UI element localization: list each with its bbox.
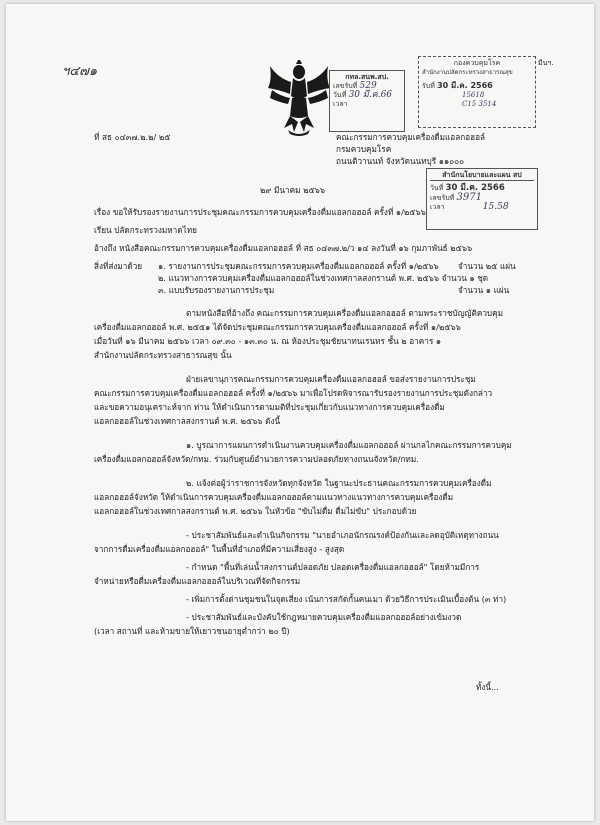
attachment-qty-3: จำนวน ๑ แผ่น	[458, 285, 510, 295]
stamp-rb-time-label: เวลา	[430, 203, 445, 211]
stamp-rb-date: 30 มี.ค. 2566	[445, 183, 505, 193]
document-page	[6, 4, 594, 821]
stamp-rb-receive-no: 3971	[456, 192, 482, 203]
paragraph-1-line: ตามหนังสือที่อ้างถึง คณะกรรมการควบคุมเครื่องดื่มแอลกอฮอล์ ตามพระราชบัญญัติควบคุม	[186, 308, 503, 318]
document-number: ที่ สธ ๐๔๓๗.๒.๒/ ๒๕	[94, 132, 171, 142]
garuda-emblem-icon	[264, 60, 334, 138]
receiving-stamp-right-top	[418, 56, 536, 128]
stamp-receive-no: 529	[359, 81, 377, 91]
continued-marker: ทั้งนี้...	[476, 682, 499, 692]
bullet-line: จากการดื่มเครื่องดื่มแอลกอฮอล์" ในพื้นที่อำเภอที่มีความเสี่ยงสูง - สูงสุด	[94, 544, 345, 554]
paragraph-2-line: และขอความอนุเคราะห์จาก ท่าน ให้ดำเนินการตามมติที่ประชุมเกี่ยวกับแนวทางการควบคุมเครื่องดื่ม	[94, 402, 445, 412]
attachment-qty-1: จำนวน ๒๕ แผ่น	[458, 261, 516, 271]
attachments-label: สิ่งที่ส่งมาด้วย	[94, 261, 143, 271]
paragraph-2-line: คณะกรรมการควบคุมเครื่องดื่มแอลกอฮอล์ ครั้งที่ ๑/๒๕๖๖ มาเพื่อโปรดพิจารณารับรองรายงานการประชุมดังกล่าว	[94, 388, 493, 398]
bullet-line: จำหน่ายหรือดื่มเครื่องดื่มแอลกอฮอล์ในบริเวณที่จัดกิจกรรม	[94, 576, 301, 586]
item-1-line: ๑. บูรณาการแผนการดำเนินงานควบคุมเครื่องดื่มแอลกอฮอล์ ผ่านกลไกคณะกรรมการควบคุม	[186, 440, 512, 450]
paragraph-1-line: เครื่องดื่มแอลกอฮอล์ พ.ศ. ๒๕๕๑ ได้จัดประชุมคณะกรรมการควบคุมเครื่องดื่มแอลกอฮอล์ ครั้งที่ ๑/๒๕๖๖	[94, 322, 461, 332]
stamp-date: 30 มี.ค.66	[348, 90, 393, 100]
document-date: ๒๙ มีนาคม ๒๕๖๖	[260, 185, 326, 195]
bullet-line: - ประชาสัมพันธ์และบังคับใช้กฎหมายควบคุมเครื่องดื่มแอลกอฮอล์อย่างเข้มงวด	[186, 612, 462, 622]
receiving-stamp-right-bottom	[426, 168, 538, 230]
item-2-line: แอลกอฮอล์จังหวัด ให้ดำเนินการควบคุมเครื่องดื่มแอลกอฮอล์ตามแนวทางแนวทางการควบคุมเครื่องดื่ม	[94, 492, 454, 502]
stamp-rt-line2: สำนักงานปลัดกระทรวงสาธารณสุข	[422, 69, 513, 76]
attachment-item-2: ๒. แนวทางการควบคุมเครื่องดื่มแอลกอฮอล์ในช่วงเทศกาลสงกรานต์ พ.ศ. ๒๕๖๖ จำนวน ๑ ชุด	[158, 273, 489, 283]
item-1-line: เครื่องดื่มแอลกอฮอล์จังหวัด/กทม. ร่วมกับศูนย์อำนวยการความปลอดภัยทางถนนจังหวัด/กทม.	[94, 454, 419, 464]
attachment-item-3: ๓. แบบรับรองรายงานการประชุม	[158, 285, 275, 295]
stamp-rb-time: 15.58	[482, 202, 509, 212]
item-2-line: ๒. แจ้งต่อผู้ว่าราชการจังหวัดทุกจังหวัด ในฐานะประธานคณะกรรมการควบคุมเครื่องดื่ม	[186, 478, 492, 488]
corner-handwriting: ฯ๔๗๑	[62, 64, 98, 79]
item-2-line: แอลกอฮอล์ในช่วงเทศกาลสงกรานต์ พ.ศ. ๒๕๖๖ ในหัวข้อ "ขับไม่ดื่ม ดื่มไม่ขับ" ประกอบด้วย	[94, 506, 417, 516]
attachment-item-1: ๑. รายงานการประชุมคณะกรรมการควบคุมเครื่องดื่มแอลกอฮอล์ ครั้งที่ ๑/๒๕๖๖	[158, 261, 439, 271]
paragraph-2-line: แอลกอฮอล์ในช่วงเทศกาลสงกรานต์ พ.ศ. ๒๕๖๖ ดังนี้	[94, 416, 281, 426]
sender-line-3: ถนนติวานนท์ จังหวัดนนทบุรี ๑๑๐๐๐	[336, 156, 465, 166]
stamp-org: กทล.สนพ.สป.	[345, 73, 389, 81]
stamp-rb-receive-label: เลขรับที่	[430, 194, 455, 202]
bullet-line: - เพิ่มการตั้งด่านชุมชนในจุดเสี่ยง เน้นการสกัดกั้นคนเมา ด้วยวิธีการประเมินเบื้องต้น (๓ ท่า)	[186, 594, 507, 604]
bullet-line: - กำหนด "พื้นที่เล่นน้ำสงกรานต์ปลอดภัย ปลอดเครื่องดื่มแอลกอฮอล์" โดยห้ามมีการ	[186, 562, 480, 572]
paragraph-1-line: เมื่อวันที่ ๑๖ มีนาคม ๒๕๖๖ เวลา ๐๙.๓๐ - ๑๓.๓๐ น. ณ ห้องประชุมชัยนาทนเรนทร ชั้น ๒ อาคาร ๑	[94, 336, 442, 346]
stamp-rt-date: 30 มี.ค. 2566	[437, 81, 493, 90]
stamp-rt-num1: 15618	[462, 91, 485, 99]
stamp-rb-date-label: วันที่	[430, 184, 444, 192]
stamp-rt-mark: มีนฯ.	[538, 59, 554, 67]
stamp-rt-date-label: รับที่	[422, 82, 435, 90]
reference-line: อ้างถึง หนังสือคณะกรรมการควบคุมเครื่องดื่มแอลกอฮอล์ ที่ สธ ๐๔๓๗.๒/ว ๑๔ ลงวันที่ ๑๖ กุมภาพันธ์ ๒๕๖๖	[94, 243, 473, 253]
stamp-time-label: เวลา	[333, 100, 348, 108]
bullet-line: - ประชาสัมพันธ์และดำเนินกิจกรรม "นายอำเภอนักรณรงค์ป้องกันและลดอุบัติเหตุทางถนน	[186, 530, 499, 540]
paragraph-2-line: ฝ่ายเลขานุการคณะกรรมการควบคุมเครื่องดื่มแอลกอฮอล์ ขอส่งรายงานการประชุม	[186, 374, 476, 384]
stamp-rt-num2: C15 3514	[462, 100, 497, 108]
bullet-line: (เวลา สถานที่ และห้ามขายให้เยาวชนอายุต่ำกว่า ๒๐ ปี)	[94, 626, 290, 636]
stamp-rb-header: สำนักนโยบายและแผน สป	[430, 171, 534, 181]
paragraph-1-line: สำนักงานปลัดกระทรวงสาธารณสุข นั้น	[94, 350, 232, 360]
stamp-rt-line1: กองควบคุมโรค	[453, 59, 501, 67]
receiving-stamp-left	[329, 70, 405, 132]
subject-line: เรื่อง ขอให้รับรองรายงานการประชุมคณะกรรมการควบคุมเครื่องดื่มแอลกอฮอล์ ครั้งที่ ๑/๒๕๖๖	[94, 207, 426, 217]
sender-line-1: คณะกรรมการควบคุมเครื่องดื่มแอลกอฮอล์	[336, 132, 486, 142]
stamp-date-label: วันที่	[333, 91, 347, 99]
stamp-receive-label: เลขรับที่	[333, 82, 358, 90]
sender-line-2: กรมควบคุมโรค	[336, 144, 392, 154]
recipient-line: เรียน ปลัดกระทรวงมหาดไทย	[94, 225, 197, 235]
